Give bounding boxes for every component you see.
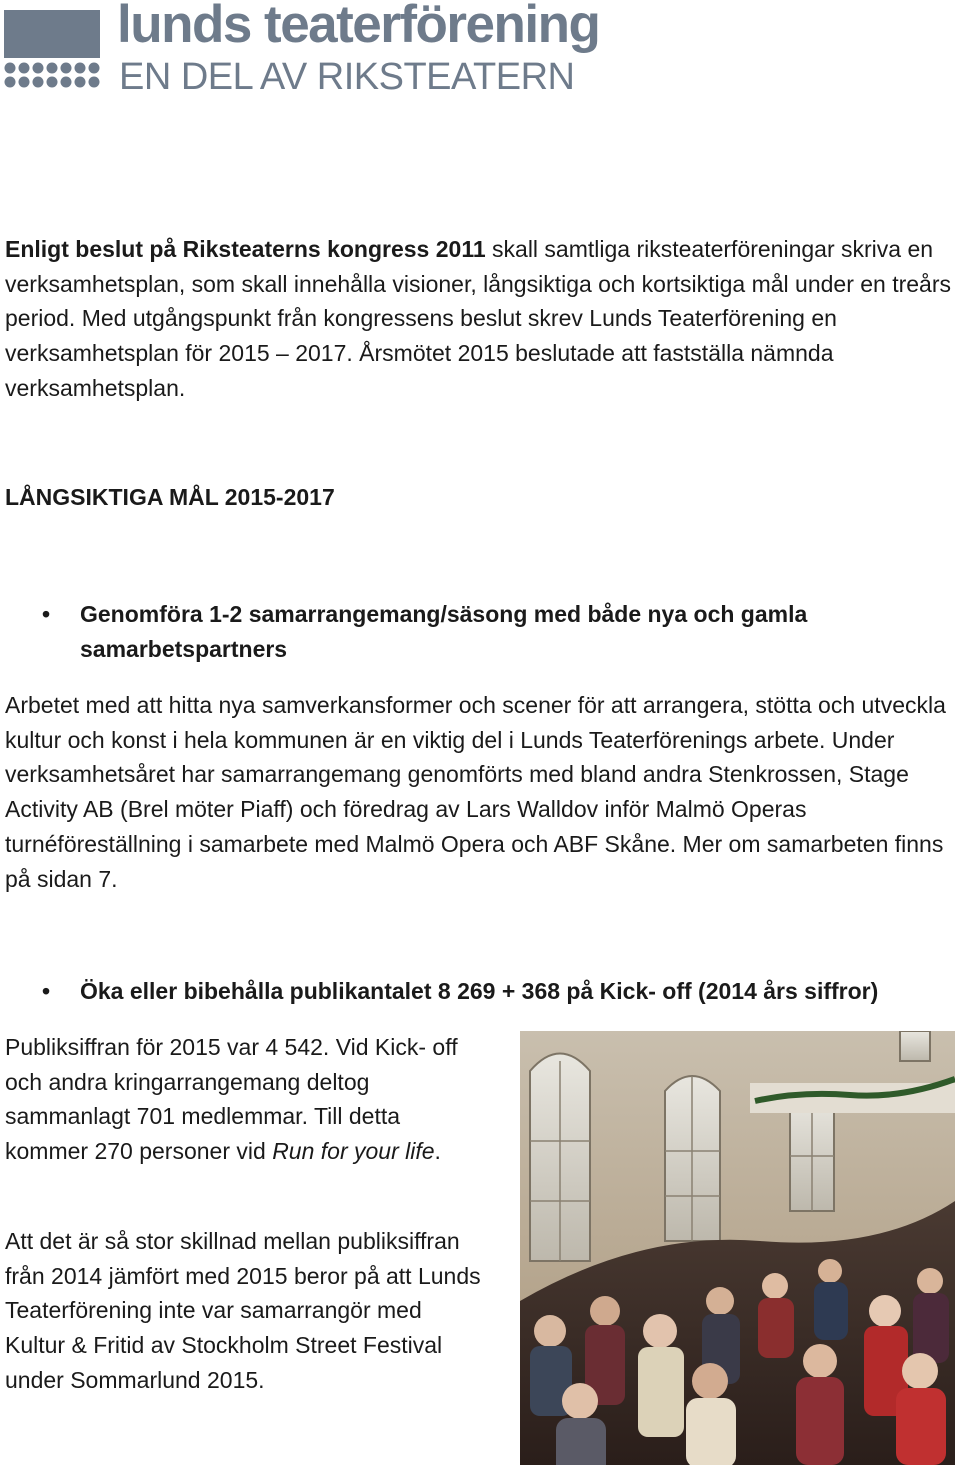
- goal-2-para1-text: Publiksiffran för 2015 var 4 542. Vid Kick- off och andra kringarrangemang deltog sammanlagt 701 medlemmar. Till detta kommer 270 personer vid: [5, 1034, 458, 1165]
- run-for-your-life-event: Run for your life: [272, 1138, 435, 1165]
- organization-logo: [4, 0, 644, 100]
- intro-text: skall samtliga riksteaterföreningar skriva en verksamhetsplan, som skall innehålla visioner, långsiktiga och kortsiktiga mål under en treårs period. Med utgångspunkt från kongressens beslut skrev Lunds Teaterförening en verksamhetsplan för 2015 – 2017. Årsmötet 2015 beslutade att fastställa nämnda verksamhetsplan.: [5, 236, 952, 401]
- audience-photo: [520, 1031, 955, 1465]
- goal-2-paragraph-1: [5, 1030, 485, 1169]
- bullet-dot: •: [42, 978, 51, 1004]
- intro-bold-lead: Enligt beslut på Riksteaterns kongress 2011: [5, 236, 486, 262]
- logo-subtitle: EN DEL AV RIKSTEATERN: [119, 56, 575, 98]
- goal-1-body: Arbetet med att hitta nya samverkansformer och scener för att arrangera, stötta och utveckla kultur och konst i hela kommunen är en viktig del i Lunds Teaterförenings arbete. Under verksamhetsåret har samarrangemang genomförts med bland andra Stenkrossen, Stage Activity AB (Brel möter Piaff) och föredrag av Lars Walldov inför Malmö Operas turnéföreställning i samarbete med Malmö Opera och ABF Skåne. Mer om samarbeten finns på sidan 7.: [5, 692, 946, 892]
- section-heading: LÅNGSIKTIGA MÅL 2015-2017: [5, 484, 335, 510]
- goal-1-title: Genomföra 1-2 samarrangemang/säsong med både nya och gamla samarbetspartners: [80, 601, 808, 662]
- goal-2-para1-end: .: [434, 1138, 441, 1165]
- goal-2-paragraph-2: Att det är så stor skillnad mellan publiksiffran från 2014 jämfört med 2015 beror på att Lunds Teaterförening inte var samarrangör med Kultur & Fritid av Stockholm Street Festival under Sommarlund 2015.: [5, 1228, 481, 1393]
- intro-paragraph: [5, 232, 955, 406]
- goal-2-title: Öka eller bibehålla publikantalet 8 269 + 368 på Kick- off (2014 års siffror): [80, 978, 879, 1004]
- riksteatern-logo-mark: [4, 10, 102, 96]
- logo-title: lunds teaterförening: [117, 0, 600, 54]
- bullet-dot: •: [42, 601, 51, 627]
